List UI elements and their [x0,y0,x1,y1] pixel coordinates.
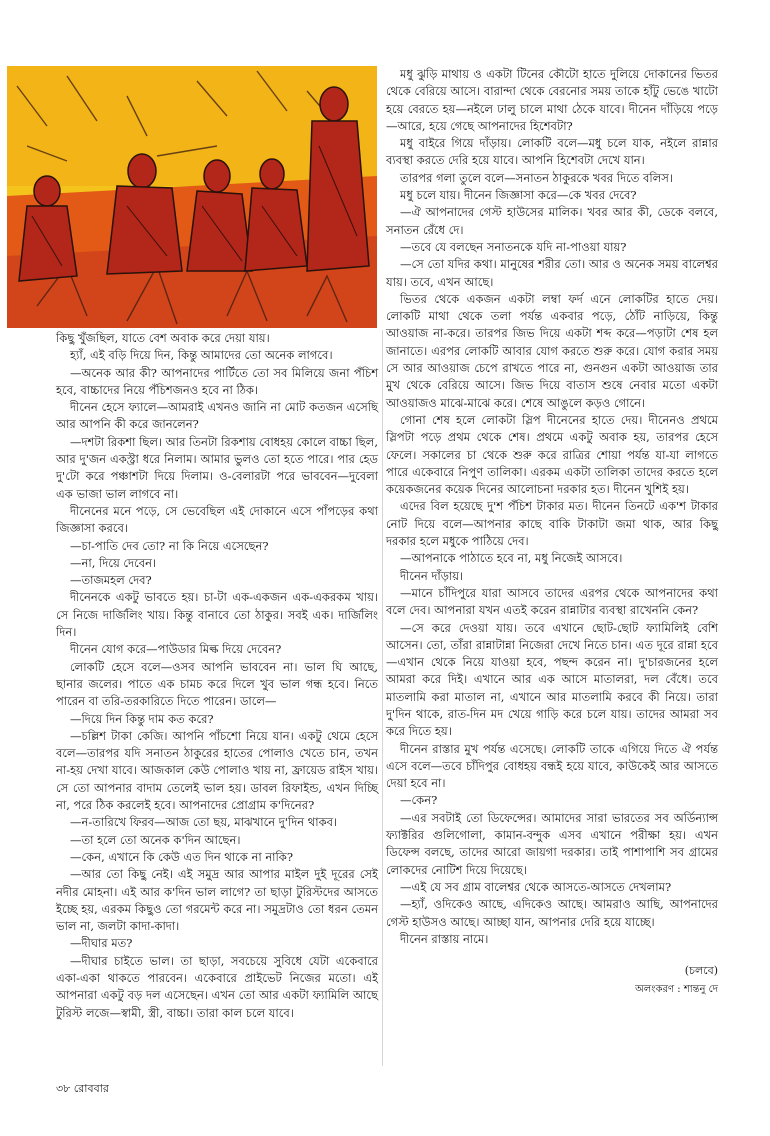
paragraph: মধু বাইরে গিয়ে দাঁড়ায়। লোকটি বলে—মধু চলে যাক, নইলে রান্নার ব্যবস্থা করতে দেরি হয়ে যাবে। আপনি হিশেবটা দেখে যান। [386,136,718,168]
paragraph: —ঐ আপনাদের গেস্ট হাউসের মালিক। খবর আর কী, ডেকে বলবে, সনাতন রেঁধে দে। [386,205,718,237]
paragraph: মধু ঝুড়ি মাথায় ও একটা টিনের কৌটো হাতে দুলিয়ে দোকানের ভিতর থেকে বেরিয়ে আসে। বারান্দা থেকে বেরনোর সময় তাকে হাঁটু ভেঙে খাটো হয়ে বেরতে হয়—নইলে ঢালু চালে মাথা ঠেকে যাবে। দীনেন দাঁড়িয়ে পড়ে—আরে, হয়ে গেছে আপনাদের হিশেবটা? [386,67,718,133]
paragraph: —দীঘার চাইতে ভাল। তা ছাড়া, সবচেয়ে সুবিধে যেটা একেবারে একা-একা থাকতে পারবেন। একেবারে প্রাইভেট নিজের মতো। এই আপনারা একটু বড় দল এসেছেন। এখন তো আর একটা ফ্যামিলি আছে টুরিস্ট লজে—স্বামী, স্ত্রী, বাচ্চা। তারা কাল চলে যাবে। [56,953,378,1020]
paragraph: —চা-পাতি দেব তো? না কি নিয়ে এসেছেন? [70,538,269,553]
paragraph: —তা হলে তো অনেক ক'দিন আছেন। [70,832,241,847]
paragraph: দীনেন যোগ করে—পাউডার মিল্ক দিয়ে দেবেন? [70,642,282,657]
paragraph: —হ্যাঁ, ওদিকেও আছে, এদিকেও আছে। আমরাও আছি, আপনাদের গেস্ট হাউসও আছে। আচ্ছা যান, আপনার দেরি হয়ে যাচ্ছে। [386,897,718,929]
left-column [56,330,378,1022]
paragraph: দীনেন রাস্তায় নামে। [400,931,489,946]
paragraph: কিছু খুঁজছিল, যাতে বেশ অবাক করে দেয়া যায়। [56,331,270,345]
paragraph: —এর সবটাই তো ডিফেন্সের। আমাদের সারা ভারতের সব অর্ডিন্যান্স ফ্যাক্টরির গুলিগোলা, কামান-বন্দুক এসব এখানে পরীক্ষা হয়। এখন ডিফেন্স বলছে, তাদের আরো জায়গা দরকার। তাই পাশাপাশি সব গ্রামের লোকদের নোটিশ দিয়ে দিয়েছে। [386,810,718,877]
paragraph: —আর তো কিছু নেই। এই সমুদ্র আর আপার মাইল দুই দূরের সেই নদীর মোহনা। এই আর ক'দিন ভাল লাগে? তা ছাড়া টুরিস্টদের আসতে ইচ্ছে হয়, এরকম কিছুও তো গরমেন্ট করে না। সমুদ্রটাও তো ধরন তেমন ভাল না, জলটা কাদা-কাদা। [56,867,378,934]
column-rule [382,330,383,1066]
paragraph: —অনেক আর কী? আপনাদের পার্টিতে তো সব মিলিয়ে জনা পঁচিশ হবে, বাচ্চাদের নিয়ে পঁচিশজনও হবে না ঠিক। [56,365,378,397]
paragraph: দীনেনকে একটু ভাবতে হয়। চা-টা এক-একজন এক-একরকম খায়। সে নিজে দার্জিলিং খায়। কিন্তু বানাবে তো ঠাকুর। সবই এক। দার্জিলিং দিন। [56,590,378,640]
paragraph: —মানে চাঁদিপুরে যারা আসবে তাদের এরপর থেকে আপনাদের কথা বলে দেব। আপনারা যখন এতই করেন রান্নাটার ব্যবস্থা রাখেননি কেন? [386,585,718,618]
paragraph: হ্যাঁ, এই বড়ি দিয়ে দিন, কিন্তু আমাদের তো অনেক লাগবে। [70,348,333,363]
paragraph: দীনেন দাঁড়ায়। [400,568,464,583]
paragraph: —ন-তারিখে ফিরব—আজ তো ছয়, মাঝখানে দু'দিন থাকব। [70,815,338,830]
illustration-art [7,66,377,328]
right-column [386,66,718,999]
paragraph: তারপর গলা তুলে বলে—সনাতন ঠাকুরকে খবর দিতে বলিস। [400,170,673,185]
paragraph: দীনেন হেসে ফ্যালে—আমরাই এখনও জানি না মোট কতজন এসেছি আর আপনি কী করে জানলেন? [56,400,378,432]
paragraph: —তাজমহল দেব? [70,573,152,588]
paragraph: —কেন? [400,793,438,808]
paragraph: —তবে যে বলছেন সনাতনকে যদি না-পাওয়া যায়? [400,239,627,254]
paragraph: —সে তো যদির কথা। মানুষের শরীর তো। আর ও অনেক সময় বালেশ্বর যায়। তবে, এখন আছে। [386,257,718,289]
paragraph: লোকটি হেসে বলে—ওসব আপনি ভাববেন না। ভাল ঘি আছে, ছানার জলের। পাতে এক চামচ করে দিলে খুব ভাল গন্ধ হবে। নিতে পারেন বা তরি-তরকারিতে দিতে পারেন। ডালে— [56,659,378,709]
paragraph: ভিতর থেকে একজন একটা লম্বা ফর্দ এনে লোকটির হাতে দেয়। লোকটি মাথা থেকে তলা পর্যন্ত একবার পড়ে, ঠোঁট নাড়িয়ে, কিন্তু আওয়াজ না-করে। তারপর জিভ দিয়ে একটা শব্দ করে—পড়াটা শেষ হল জানাতে। এরপর লোকটি আবার যোগ করতে শুরু করে। যোগ করার সময় সে আর আওয়াজ চেপে রাখতে পারে না, গুনগুন একটা আওয়াজ তার মুখ থেকে বেরিয়ে আসে। জিভ দিয়ে বাতাস শুষে নেবার মতো একটা আওয়াজও মাঝে-মাঝে করে। শেষে আঙুলে কড়ও গোনে। [386,291,718,410]
paragraph: —দিয়ে দিন কিন্তু দাম কত করে? [70,711,214,726]
paragraph: এদের বিল হয়েছে দু'শ পঁচিশ টাকার মত। দীনেন তিনটে এক'শ টাকার নোট দিয়ে বলে—আপনার কাছে বাকি টাকাটা জমা থাক, আর কিছু দরকার হলে মধুকে পাঠিয়ে দেব। [386,499,718,549]
illustration-credit: অলংকরণ : শান্তনু দে [635,984,718,996]
paragraph: —এই যে সব গ্রাম বালেশ্বর থেকে আসতে-আসতে দেখলাম? [400,879,672,894]
paragraph: —কেন, এখানে কি কেউ এত দিন থাকে না নাকি? [70,849,294,864]
to-be-continued: (চলবে) [684,964,718,978]
page-footer: ৩৮ রোববার [56,1082,109,1095]
paragraph: গোনা শেষ হলে লোকটা স্লিপ দীনেনের হাতে দেয়। দীনেনও প্রথমে স্লিপটা পড়ে প্রথম থেকে শেষ। প্রথমে একটু অবাক হয়, তারপর হেসে ফেলে। সকালের চা থেকে শুরু করে রাত্রির শোয়া পর্যন্ত যা-যা লাগতে পারে একেবারে নিপুণ তালিকা। এরকম একটা তালিকা তাদের করতে হলে কয়েকজনের কয়েক দিনের আলোচনা দরকার হত। দীনেন খুশিই হয়। [386,412,718,497]
paragraph: দীনেন রাস্তার মুখ পর্যন্ত এসেছে। লোকটি তাকে এগিয়ে দিতে ঐ পর্যন্ত এসে বলে—তবে চাঁদিপুর বোধহয় বন্ধই হয়ে যাবে, কাউকেই আর আসতে দেয়া হবে না। [386,741,718,791]
story-illustration [7,66,377,328]
paragraph: মধু চলে যায়। দীনেন জিজ্ঞাসা করে—কে খবর দেবে? [400,188,637,203]
paragraph: দীনেনের মনে পড়ে, সে ভেবেছিল এই দোকানে এসে পাঁপড়ের কথা জিজ্ঞাসা করবে। [56,503,378,536]
paragraph: —না, দিয়ে দেবেন। [70,555,157,570]
paragraph: —আপনাকে পাঠাতে হবে না, মধু নিজেই আসবে। [400,551,623,566]
paragraph: —দীঘার মত? [70,936,133,951]
paragraph: —সে করে দেওয়া যায়। তবে এখানে ছোট-ছোট ফ্যামিলিই বেশি আসেন। তো, তাঁরা রান্নাটান্না নিজেরা দেখে নিতে চান। এত দূরে রান্না হবে—এখান থেকে নিয়ে যাওয়া হবে, পছন্দ করেন না। দু'চারজনের হলে আমরা করে দিই। এখানে আর এক আসে মাতালরা, দল বেঁধে। তবে মাতলামি করা মাতাল না, এখানে আর মাতলামি করবে কী নিয়ে। তারা দু'দিন থাকে, রাত-দিন মদ খেয়ে গাড়ি করে চলে যায়। তাদের আমরা সব করে দিতে হয়। [386,620,718,739]
paragraph: —চল্লিশ টাকা কেজি। আপনি পাঁচশো নিয়ে যান। একটু থেমে হেসে বলে—তারপর যদি সনাতন ঠাকুরের হাতের পোলাও খেতে চান, তখন না-হয় দেখা যাবে। আজকাল কেউ পোলাও খায় না, ফ্রায়েড রাইস খায়। সে তো আপনার বাদাম তেলেই ভাল হয়। ডাবল রিফাইন্ড, এখন দিচ্ছি না, পরে ঠিক করলেই হবে। আপনাদের প্রোগ্রাম ক'দিনের? [56,728,378,813]
paragraph: —দশটা রিকশা ছিল। আর তিনটা রিকশায় বোধহয় কোলে বাচ্চা ছিল, আর দু'জন একস্ট্রা ধরে নিলাম। আমার ভুলও তো হতে পারে। পার হেড দু'টো করে পঞ্চাশটা দিয়ে দিলাম। ও-বেলারটা পরে ভাববেন—দুবেলা এক ভাজা ভাল লাগবে না। [56,434,378,501]
